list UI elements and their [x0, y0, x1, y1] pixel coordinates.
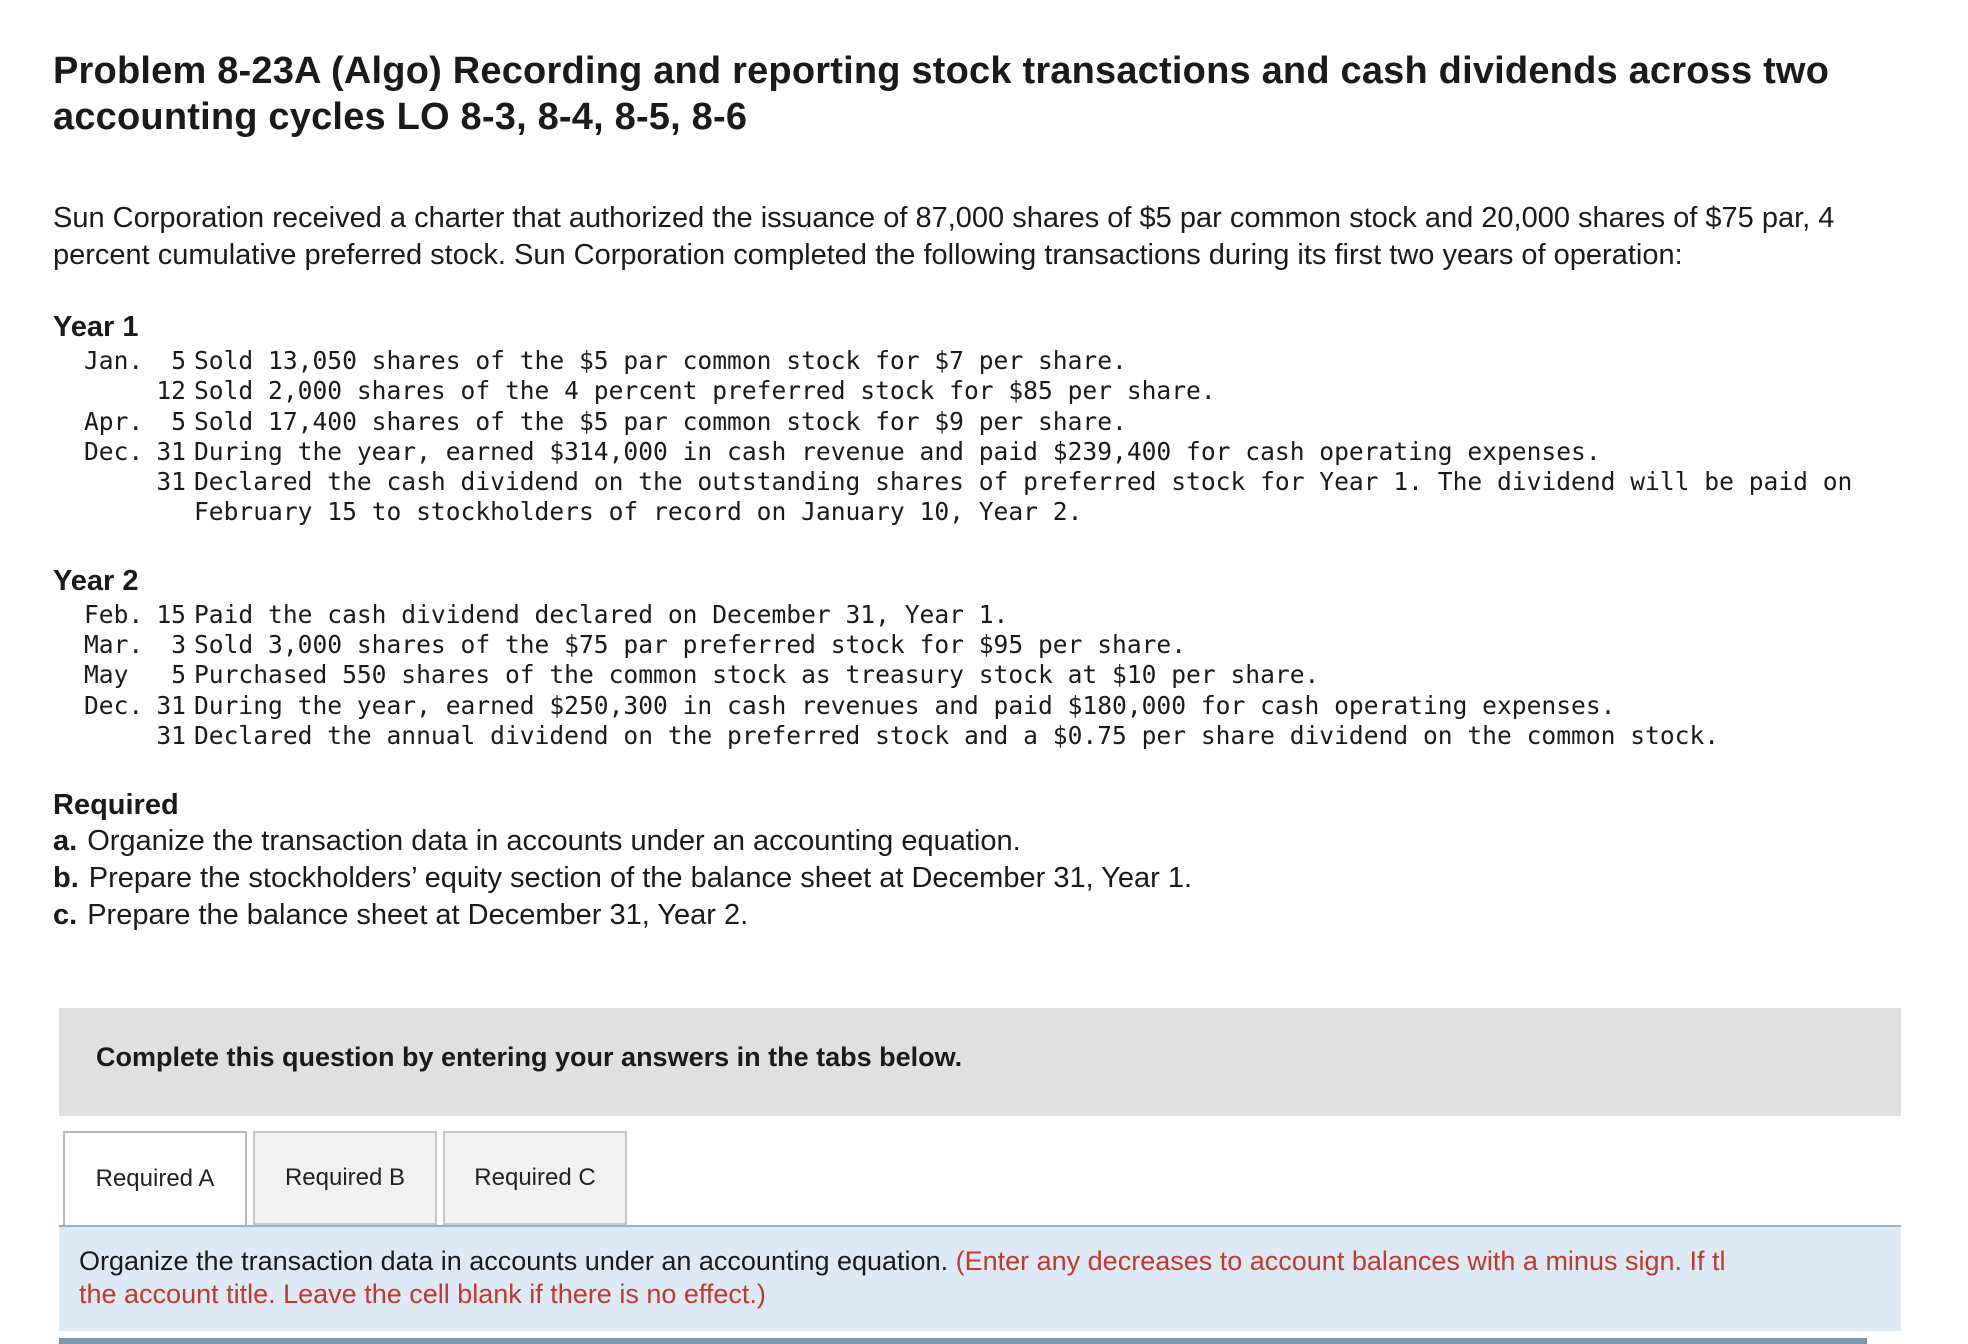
panel-hint-text: (Enter any decreases to account balances with a minus sign. If tl: [955, 1246, 1726, 1276]
transaction-description: Declared the cash dividend on the outstanding shares of preferred stock for Year 1. The dividend will be paid on February 15 to stockholders of record on January 10, Year 2.: [194, 467, 1853, 527]
transaction-month: Dec.: [84, 690, 144, 720]
transaction-row: [84, 437, 1913, 467]
tab-panel-instructions: [59, 1227, 1901, 1331]
transaction-month: May: [84, 660, 129, 690]
transaction-month: Apr.: [84, 406, 144, 436]
transaction-row: [84, 467, 1913, 528]
required-item-text: Organize the transaction data in accounts under an accounting equation.: [87, 825, 1021, 858]
transaction-row: [84, 630, 1913, 660]
transaction-day: 31: [156, 436, 186, 466]
required-item-text: Prepare the balance sheet at December 31, Year 2.: [87, 899, 749, 932]
problem-intro: Sun Corporation received a charter that authorized the issuance of 87,000 shares of $5 par common stock and 20,000 shares of $75 par, 4 percent cumulative preferred stock. Sun Corporation completed the following transactions during its first two years of operation:: [53, 202, 1835, 271]
transaction-day: 5: [171, 346, 186, 375]
year1-transactions: [84, 346, 1913, 528]
required-item: [53, 823, 1913, 860]
required-heading: Required: [53, 789, 179, 822]
transaction-month: Feb.: [84, 599, 144, 629]
transaction-row: [84, 721, 1913, 751]
tab-required-c[interactable]: Required C: [443, 1131, 627, 1225]
transaction-row: [84, 346, 1913, 376]
required-item-letter: b.: [53, 862, 79, 895]
required-item-letter: c.: [53, 899, 78, 932]
transaction-description: Sold 13,050 shares of the $5 par common stock for $7 per share.: [194, 346, 1127, 375]
transaction-description: During the year, earned $250,300 in cash revenues and paid $180,000 for cash operating expenses.: [194, 690, 1616, 720]
transaction-description: Sold 3,000 shares of the $75 par preferred stock for $95 per share.: [194, 630, 1187, 660]
required-list: [53, 823, 1913, 934]
transaction-day: 5: [171, 406, 186, 436]
year2-transactions: [84, 600, 1913, 751]
tab-required-b[interactable]: Required B: [253, 1131, 437, 1225]
transaction-day: 31: [156, 720, 186, 750]
transaction-row: [84, 691, 1913, 721]
transaction-description: During the year, earned $314,000 in cash revenue and paid $239,400 for cash operating expenses.: [194, 436, 1601, 466]
instruction-banner-text: Complete this question by entering your answers in the tabs below.: [96, 1042, 963, 1072]
transaction-row: [84, 660, 1913, 690]
transaction-description: Sold 2,000 shares of the 4 percent preferred stock for $85 per share.: [194, 376, 1216, 406]
transaction-day: 31: [156, 690, 186, 720]
problem-content: [53, 48, 1913, 934]
required-item: [53, 860, 1913, 897]
problem-title-line2: accounting cycles LO 8-3, 8-4, 8-5, 8-6: [53, 96, 748, 138]
transaction-row: [84, 600, 1913, 630]
transaction-day: 5: [171, 660, 186, 690]
year2-heading: Year 2: [53, 564, 139, 597]
answer-table-top-edge: [59, 1338, 1867, 1344]
panel-main-text: Organize the transaction data in accounts under an accounting equation.: [79, 1246, 949, 1276]
instruction-banner: [59, 1008, 1901, 1116]
transaction-month: Dec.: [84, 436, 144, 466]
transaction-description: Sold 17,400 shares of the $5 par common stock for $9 per share.: [194, 406, 1127, 436]
transaction-row: [84, 376, 1913, 406]
transaction-description: Purchased 550 shares of the common stock as treasury stock at $10 per share.: [194, 660, 1320, 690]
transaction-description: Declared the annual dividend on the preferred stock and a $0.75 per share dividend on the common stock.: [194, 720, 1720, 750]
required-item-letter: a.: [53, 825, 78, 858]
problem-title: [53, 48, 1913, 140]
panel-hint-text-continued: the account title. Leave the cell blank if there is no effect.): [79, 1279, 766, 1309]
tab-required-a[interactable]: Required A: [63, 1131, 247, 1227]
transaction-day: 31: [156, 467, 186, 497]
year1-heading: Year 1: [53, 311, 139, 343]
transaction-day: 15: [156, 599, 186, 629]
transaction-month: Mar.: [84, 630, 144, 660]
transaction-day: 12: [156, 376, 186, 406]
required-item-text: Prepare the stockholders’ equity section of the balance sheet at December 31, Year 1.: [88, 862, 1192, 895]
required-tabs: [63, 1131, 633, 1227]
transaction-row: [84, 407, 1913, 437]
required-item: [53, 897, 1913, 934]
problem-title-line1: Problem 8-23A (Algo) Recording and reporting stock transactions and cash dividends across two: [53, 50, 1830, 92]
panel-instruction-text: [79, 1245, 1901, 1311]
transaction-description: Paid the cash dividend declared on December 31, Year 1.: [194, 599, 1009, 629]
transaction-month: Jan.: [84, 346, 144, 375]
transaction-day: 3: [171, 630, 186, 660]
